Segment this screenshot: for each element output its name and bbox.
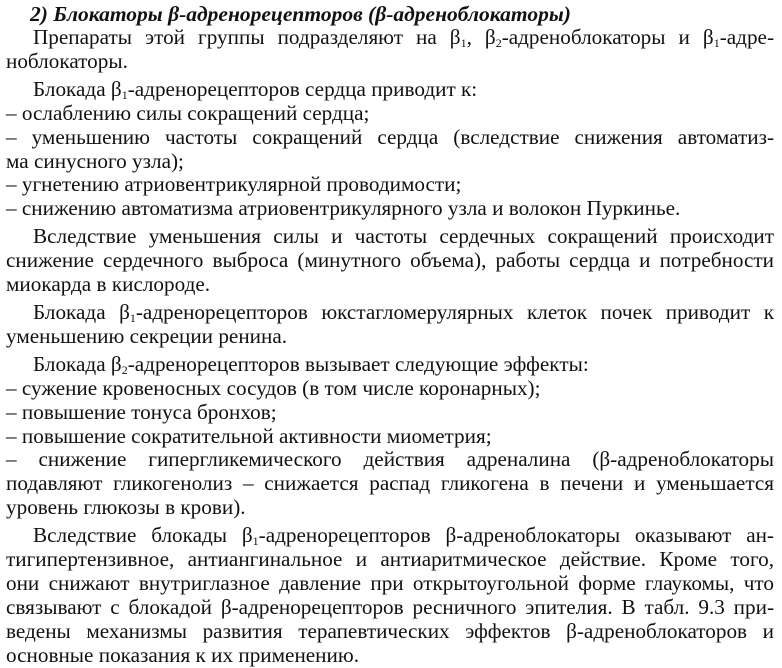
text-run: -адренорецепторов β-адреноблокаторы оказывают ан- bbox=[258, 523, 774, 548]
paragraph-4-line-2: уменьшению секреции ренина. bbox=[6, 323, 288, 348]
paragraph-6-line-2: тигипертензивное, антиангинальное и антиаритмическое действие. Кроме того, bbox=[6, 547, 774, 572]
paragraph-6-line-1 bbox=[6, 524, 774, 548]
list-item: – снижению автоматизма атриовентрикулярного узла и волокон Пуркинье. bbox=[6, 196, 681, 221]
text-run: -адреноблокаторы и β bbox=[501, 25, 714, 49]
list-item-continuation: ма синусного узла); bbox=[6, 148, 184, 173]
list-item-continuation: подавляют гликогенолиз – снижается распад гликогена в печени и уменьшается bbox=[6, 471, 774, 496]
paragraph-1-line-2: ноблокаторы. bbox=[6, 48, 128, 73]
document-page bbox=[6, 2, 774, 668]
subscript: 2 bbox=[495, 36, 502, 50]
paragraph-3-line-2: снижение сердечного выброса (минутного объема), работы сердца и потребности bbox=[6, 248, 774, 273]
subscript: 2 bbox=[121, 362, 128, 377]
text-run: Блокада β bbox=[33, 299, 130, 324]
list-item: – повышение сократительной активности миометрия; bbox=[6, 423, 492, 448]
paragraph-1-line-1 bbox=[6, 26, 774, 50]
paragraph-4-line-1 bbox=[6, 301, 774, 325]
subscript: 1 bbox=[121, 87, 128, 102]
list-item: – сужение кровеносных сосудов (в том числе коронарных); bbox=[6, 375, 541, 400]
paragraph-6-line-6: основные показания к их применению. bbox=[6, 642, 359, 667]
paragraph-6-line-5: ведены механизмы развития терапевтических эффектов β-адреноблокаторов и bbox=[6, 618, 774, 643]
text-run: -адренорецепторов сердца приводит к: bbox=[127, 76, 478, 101]
list-item: – снижение гипергликемического действия адреналина (β-адреноблокаторы bbox=[6, 447, 774, 472]
list-item: – уменьшению частоты сокращений сердца (вследствие снижения автоматиз- bbox=[6, 124, 774, 149]
subscript: 1 bbox=[252, 534, 259, 549]
subscript: 1 bbox=[129, 310, 136, 325]
paragraph-2-intro bbox=[6, 78, 774, 102]
list-item: – угнетению атриовентрикулярной проводимости; bbox=[6, 172, 462, 197]
list-item: – повышение тонуса бронхов; bbox=[6, 399, 277, 424]
paragraph-5-intro bbox=[6, 353, 774, 377]
text-run: -адренорецепторов вызывает следующие эффекты: bbox=[127, 351, 589, 376]
list-item-continuation: уровень глюкозы в крови). bbox=[6, 495, 246, 520]
text-run: -адренорецепторов юкстагломерулярных клеток почек приводит к bbox=[135, 299, 774, 324]
subscript: 1 bbox=[713, 36, 720, 50]
list-item: – ослаблению силы сокращений сердца; bbox=[6, 100, 370, 125]
text-run: -адре- bbox=[719, 25, 774, 49]
section-title: 2) Блокаторы β-адренорецепторов (β-адреноблокаторы) bbox=[30, 2, 571, 26]
text-run: Препараты этой группы подразделяют на β bbox=[33, 25, 461, 49]
text-run: Блокада β bbox=[33, 76, 122, 101]
subscript: 1 bbox=[460, 36, 467, 50]
paragraph-6-line-3: они снижают внутриглазное давление при открытоугольной форме глаукомы, что bbox=[6, 570, 774, 595]
paragraph-6-line-4: связывают с блокадой β-адренорецепторов ресничного эпителия. В табл. 9.3 при- bbox=[6, 594, 774, 619]
paragraph-3-line-1: Вследствие уменьшения силы и частоты сердечных сокращений происходит bbox=[33, 224, 774, 249]
text-run: Вследствие блокады β bbox=[33, 523, 253, 548]
text-run: , β bbox=[466, 25, 496, 49]
paragraph-3-line-3: миокарда в кислороде. bbox=[6, 272, 211, 297]
text-run: Блокада β bbox=[33, 351, 122, 376]
